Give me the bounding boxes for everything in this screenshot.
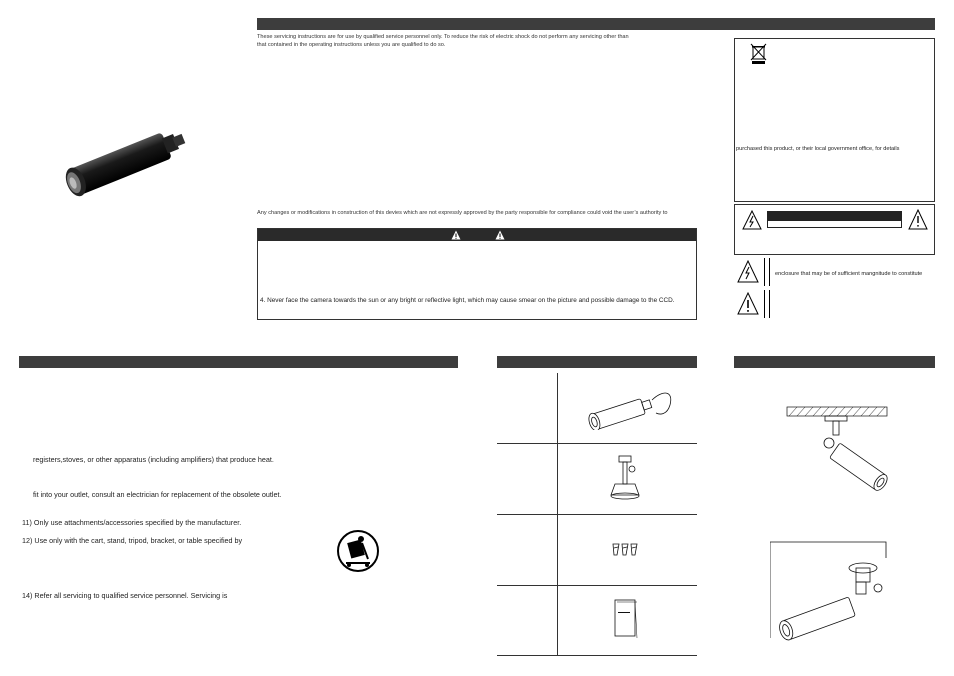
symbol-divider <box>764 258 770 286</box>
screws-accessory-illustration <box>610 540 642 558</box>
instruction-outlet-line: fit into your outlet, consult an electrician for replacement of the obsolete outlet. <box>33 490 282 499</box>
lightning-warning-icon <box>742 210 762 230</box>
warning-item-4: 4. Never face the camera towards the sun or any bright or reflective light, which may cause smear on the picture and possible damage to the CCD. <box>260 297 675 304</box>
caution-header <box>767 211 902 220</box>
servicing-notice-line1: These servicing instructions are for use by qualified service personnel only. To reduce the risk of electric shock do not perform any servicing other than <box>257 34 629 40</box>
accessory-row-bracket <box>497 443 697 515</box>
camera-product-photo <box>40 118 200 208</box>
instruction-item-12: 12) Use only with the cart, stand, tripod, bracket, or table specified by <box>22 536 243 545</box>
caution-subheader <box>767 220 902 228</box>
warning-triangle-icon <box>451 230 461 240</box>
accessory-row-screws <box>497 514 697 586</box>
instruction-item-11: 11) Only use attachments/accessories specified by the manufacturer. <box>22 518 242 527</box>
warning-box-header <box>258 229 696 241</box>
instruction-item-14: 14) Refer all servicing to qualified service personnel. Servicing is <box>22 591 228 600</box>
fcc-notice: Any changes or modifications in construction of this devies which are not expressly approved by the party responsible for compliance could void the user’s authority to <box>257 210 668 216</box>
camera-accessory-illustration <box>582 385 674 430</box>
ceiling-mount-illustration <box>785 405 895 510</box>
warning-box <box>257 228 697 320</box>
servicing-notice <box>257 33 707 49</box>
section-header-bar-installation <box>734 356 935 368</box>
symbol-divider <box>764 290 770 318</box>
warning-triangle-icon <box>495 230 505 240</box>
bracket-accessory-illustration <box>605 453 645 503</box>
weee-disposal-box <box>734 38 935 202</box>
manual-accessory-illustration <box>613 598 639 640</box>
section-header-bar-instructions <box>19 356 458 368</box>
weee-text: purchased this product, or their local government office, for details <box>736 146 900 152</box>
wall-mount-illustration <box>770 538 895 646</box>
caution-box <box>734 204 935 255</box>
instruction-heat-line: registers,stoves, or other apparatus (including amplifiers) that produce heat. <box>33 455 274 464</box>
section-header-bar-accessories <box>497 356 697 368</box>
lightning-symbol-text: enclosure that may be of sufficient mangnitude to constitute <box>775 271 923 277</box>
lightning-symbol-icon <box>737 260 759 284</box>
crossed-bin-icon <box>750 43 768 65</box>
cart-tipover-warning-icon <box>336 529 380 573</box>
accessory-row-manual <box>497 585 697 656</box>
exclamation-warning-icon <box>908 209 928 231</box>
section-header-bar-safety <box>257 18 935 30</box>
exclamation-symbol-icon <box>737 292 759 316</box>
servicing-notice-line2: that contained in the operating instructions unless you are qualified to do so. <box>257 42 446 48</box>
